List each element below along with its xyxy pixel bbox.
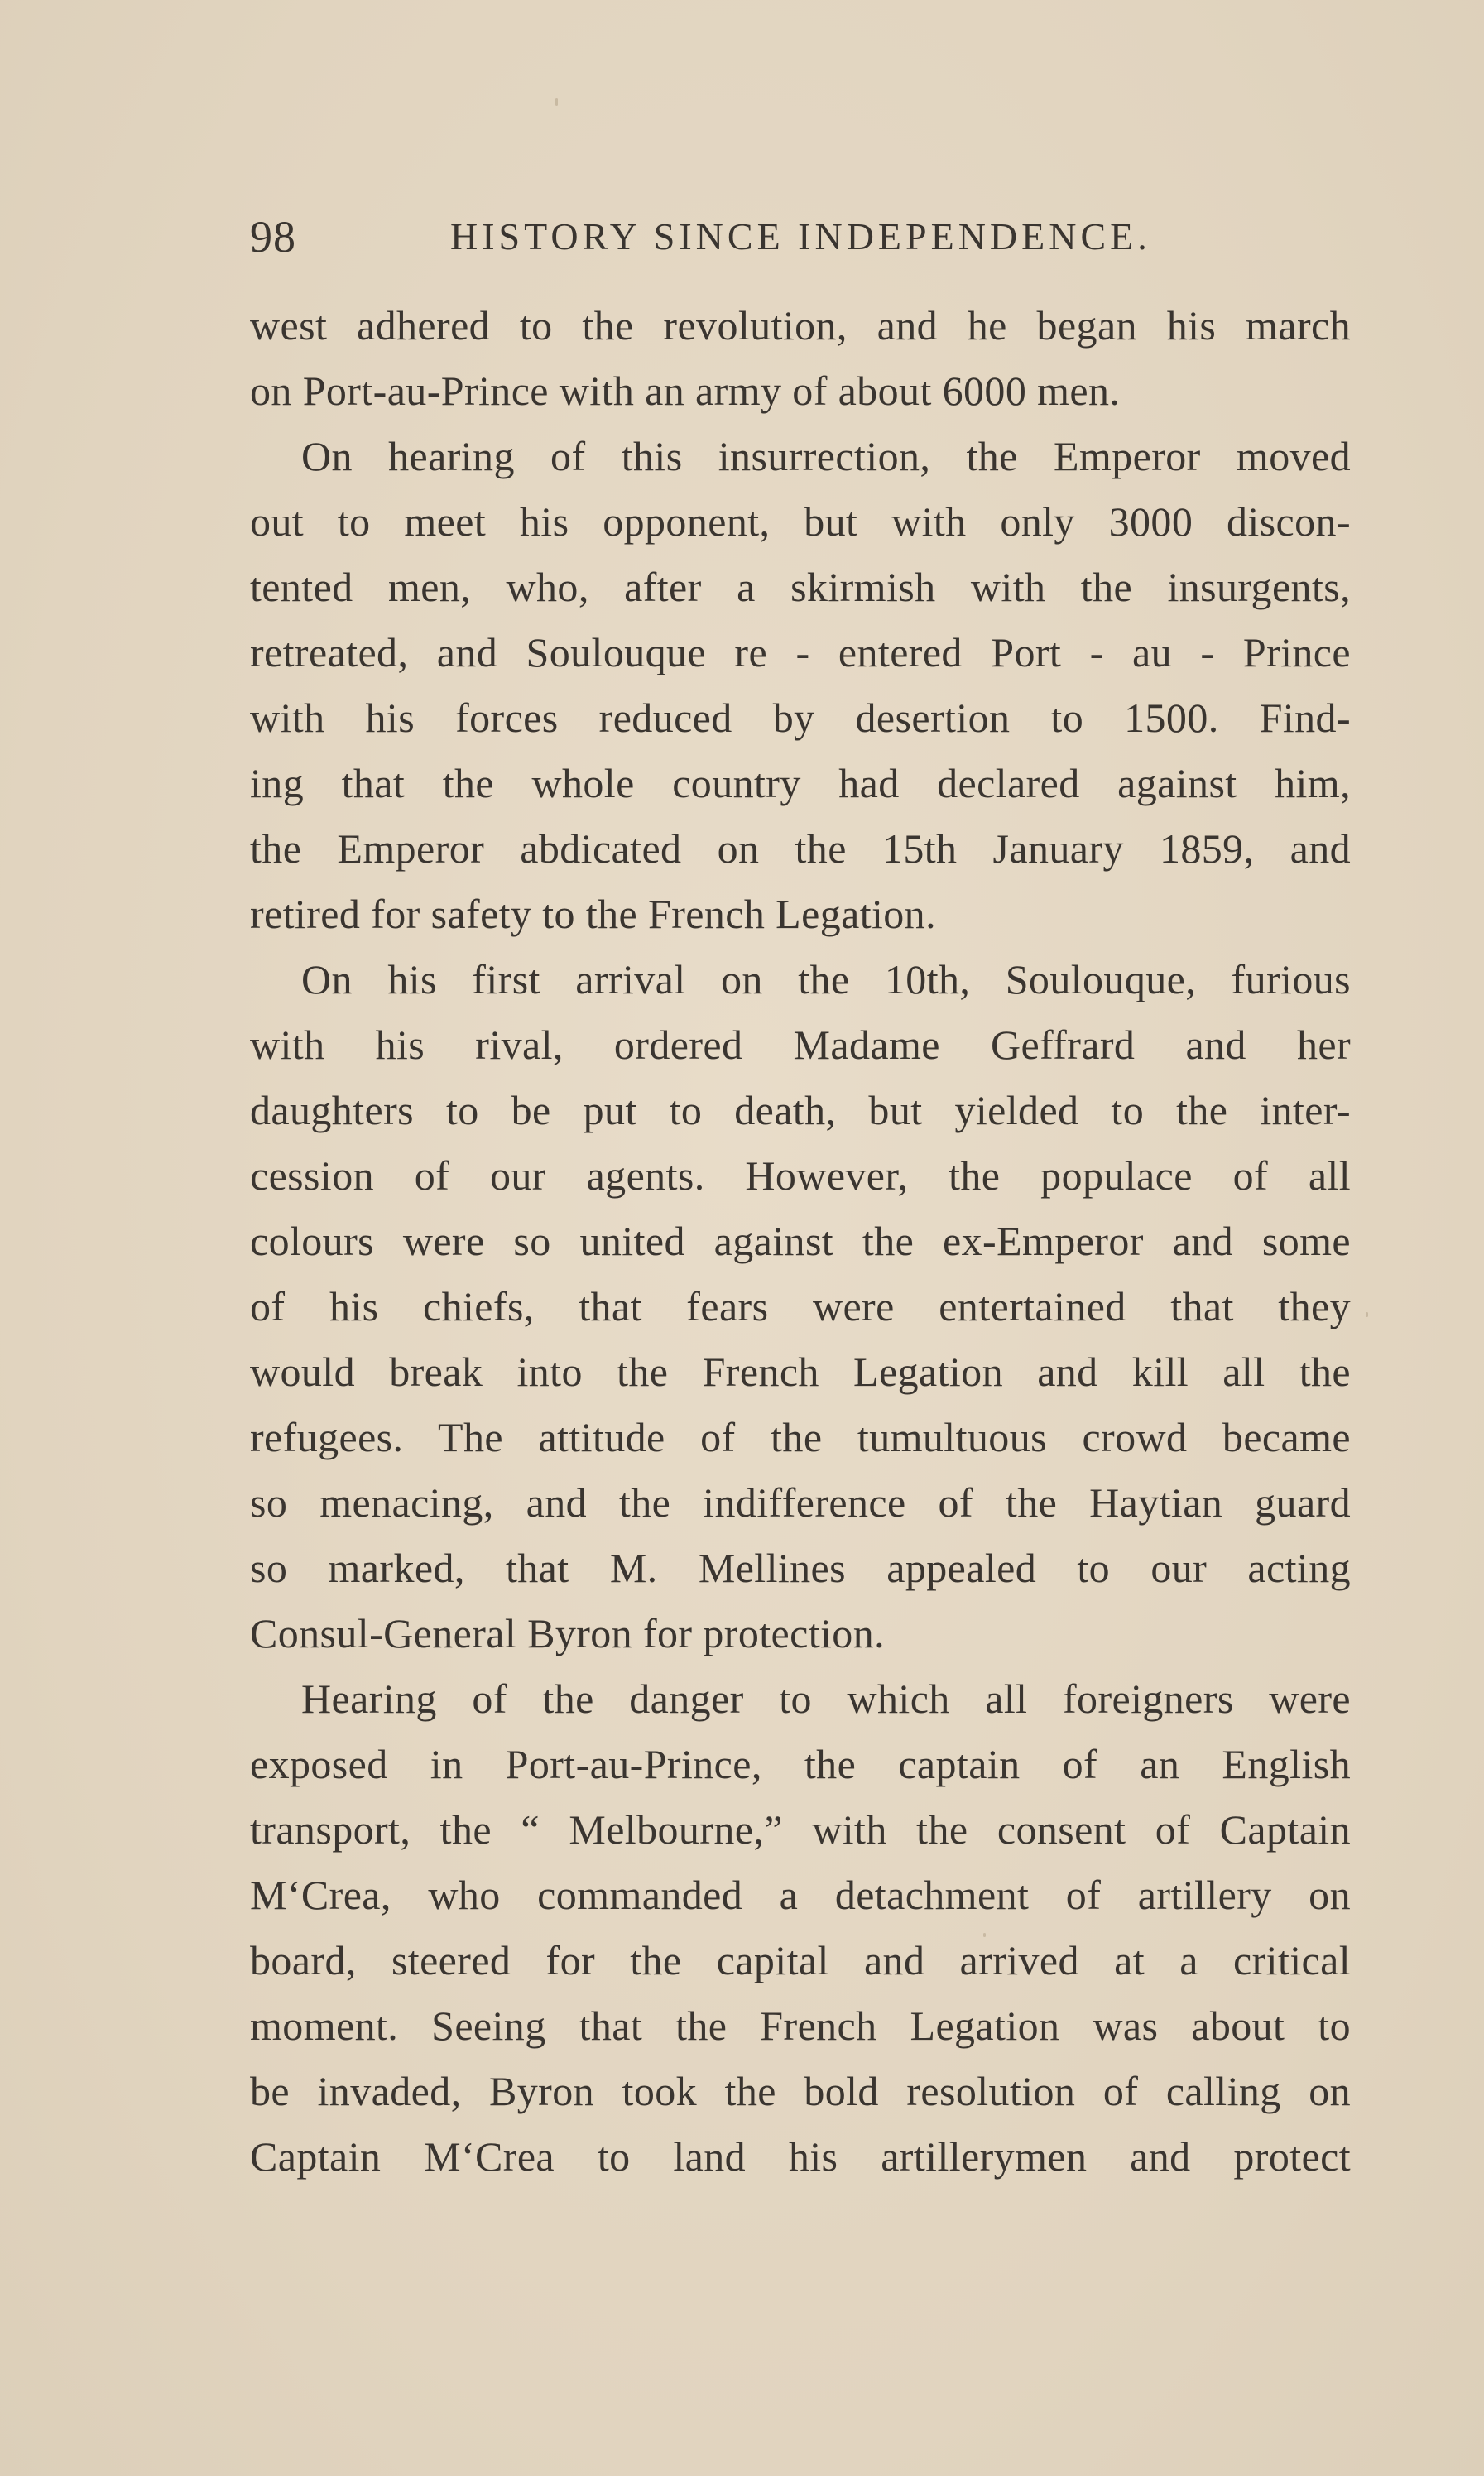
page-header: [250, 211, 1359, 269]
text-line: Consul-General Byron for protection.: [250, 1610, 885, 1656]
text-line: Captain M‘Crea to land his artillerymen and protect: [250, 2133, 1351, 2180]
text-line: cession of our agents. However, the populace of all: [250, 1152, 1351, 1199]
text-line: refugees. The attitude of the tumultuous crowd became: [250, 1414, 1351, 1460]
page-number: 98: [250, 212, 296, 262]
text-line: colours were so united against the ex-Emperor and some: [250, 1218, 1351, 1264]
paragraph-first-line: Hearing of the danger to which all foreigners were: [301, 1676, 1351, 1722]
body-text: [250, 293, 1351, 2190]
text-line: retreated, and Soulouque re - entered Port - au - Prince: [250, 629, 1351, 675]
text-line: so menacing, and the indifference of the Haytian guard: [250, 1479, 1351, 1526]
text-line: ing that the whole country had declared against him,: [250, 760, 1351, 806]
text-line: tented men, who, after a skirmish with the insurgents,: [250, 564, 1351, 610]
text-line: so marked, that M. Mellines appealed to our acting: [250, 1545, 1351, 1591]
text-line: be invaded, Byron took the bold resolution of calling on: [250, 2068, 1351, 2114]
text-line: the Emperor abdicated on the 15th January 1859, and: [250, 825, 1351, 872]
text-line: west adhered to the revolution, and he began his march: [250, 302, 1351, 349]
text-line: retired for safety to the French Legation.: [250, 891, 936, 937]
text-line: M‘Crea, who commanded a detachment of artillery on: [250, 1872, 1351, 1918]
text-line: of his chiefs, that fears were entertained that they: [250, 1283, 1351, 1329]
paper-speck: [555, 98, 558, 106]
text-line: board, steered for the capital and arrived at a critical: [250, 1937, 1351, 1983]
text-line: out to meet his opponent, but with only 3000 discon-: [250, 498, 1351, 545]
paragraph-first-line: On his first arrival on the 10th, Soulouque, furious: [301, 956, 1351, 1002]
paragraph-first-line: On hearing of this insurrection, the Emperor moved: [301, 433, 1351, 479]
text-line: would break into the French Legation and kill all the: [250, 1349, 1351, 1395]
text-line: with his rival, ordered Madame Geffrard and her: [250, 1022, 1351, 1068]
paper-speck: [1366, 1312, 1368, 1317]
text-line: on Port-au-Prince with an army of about 6000 men.: [250, 368, 1121, 414]
text-line: moment. Seeing that the French Legation was about to: [250, 2002, 1351, 2049]
running-head: HISTORY SINCE INDEPENDENCE.: [450, 215, 1151, 257]
text-line: with his forces reduced by desertion to 1500. Find-: [250, 695, 1351, 741]
text-line: exposed in Port-au-Prince, the captain of an English: [250, 1741, 1351, 1787]
text-line: transport, the “ Melbourne,” with the consent of Captain: [250, 1806, 1351, 1853]
text-line: daughters to be put to death, but yielded to the inter-: [250, 1087, 1351, 1133]
